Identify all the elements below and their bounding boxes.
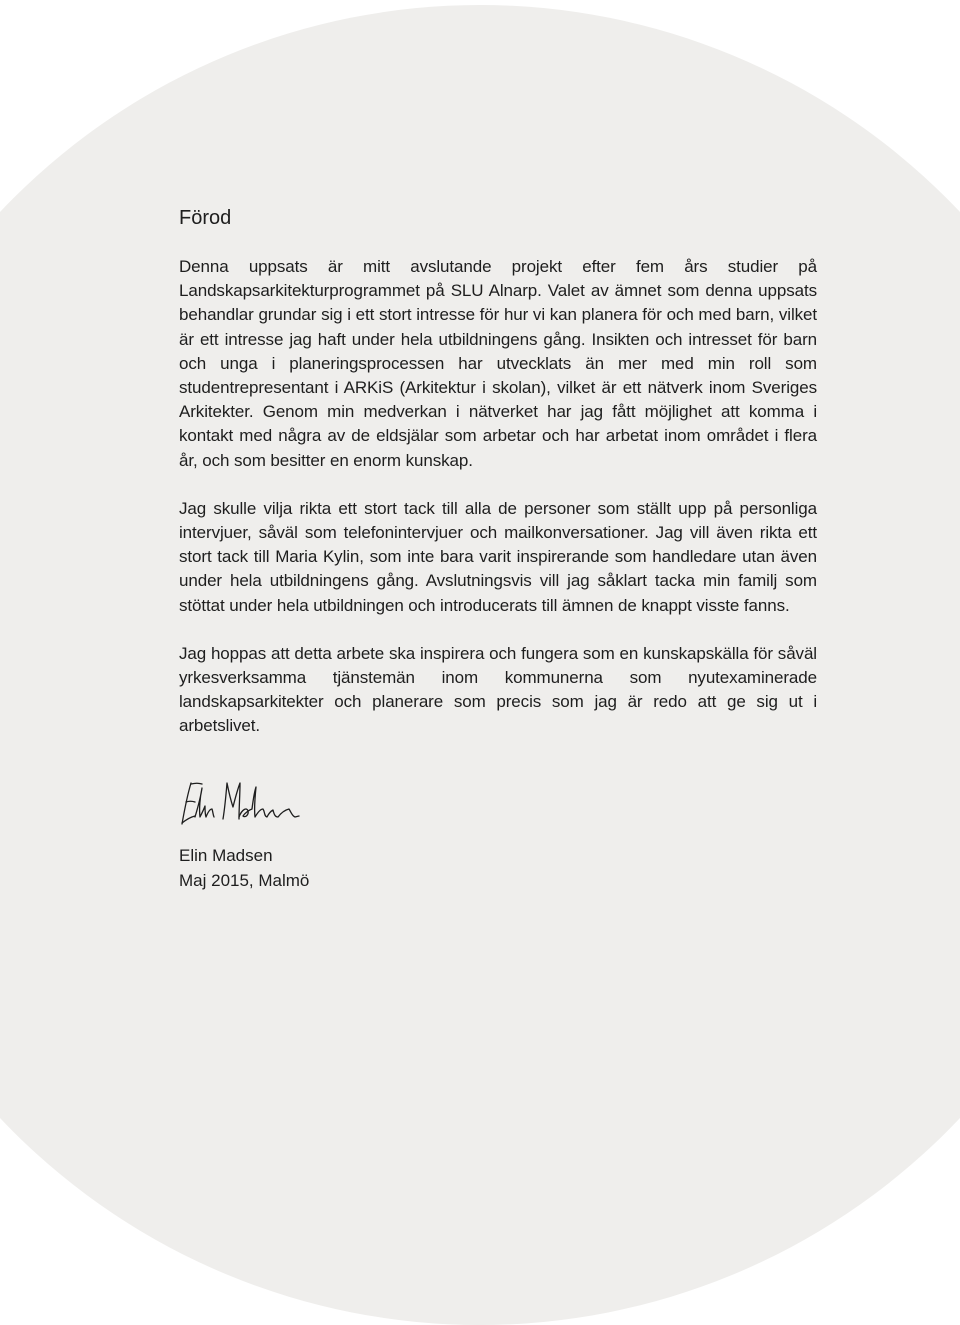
- paragraph-hope: Jag hoppas att detta arbete ska inspirera och fungera som en kunskapskälla för såväl yrkesverksamma tjänstemän inom kommunerna som nyutexaminerade landskapsarkitekter och planerare som precis som jag är redo att ge sig ut i arbetslivet.: [179, 643, 817, 736]
- paragraph-thanks: Jag skulle vilja rikta ett stort tack till alla de personer som ställt upp på personliga intervjuer, såväl som telefonintervjuer och mailkonversationer. Jag vill även rikta ett stort tack till Maria Kylin, som inte bara varit inspirerande som handledare utan även under hela utbildningens gång. Avslutningsvis vill jag såklart tacka min familj som stöttat under hela utbildningen och introducerats till ämnen de knappt visste fanns.: [179, 498, 817, 615]
- signature-block: [179, 843, 817, 893]
- author-name: Elin Madsen: [179, 845, 273, 865]
- paragraph-intro: Denna uppsats är mitt avslutande projekt efter fem års studier på Landskapsarkitekturprogrammet på SLU Alnarp. Valet av ämnet som denna uppsats behandlar grundar sig i ett stort intresse för hur vi kan planera för och med barn, vilket är ett intresse jag haft under hela utbildningens gång. Insikten och intresset för barn och unga i planeringsprocessen har utvecklats än mer med min roll som studentrepresentant i ARKiS (Arkitektur i skolan), vilket är ett nätverk inom Sveriges Arkitekter. Genom min medverkan i nätverket har jag fått möjlighet att komma i kontakt med några av de eldsjälar som arbetar och har arbetat inom området i flera år, och som besitter en enorm kunskap.: [179, 257, 817, 470]
- handwritten-signature: [179, 779, 301, 829]
- page-title: Förod: [179, 207, 232, 229]
- foreword-section: [179, 203, 817, 893]
- date-place: Maj 2015, Malmö: [179, 870, 310, 890]
